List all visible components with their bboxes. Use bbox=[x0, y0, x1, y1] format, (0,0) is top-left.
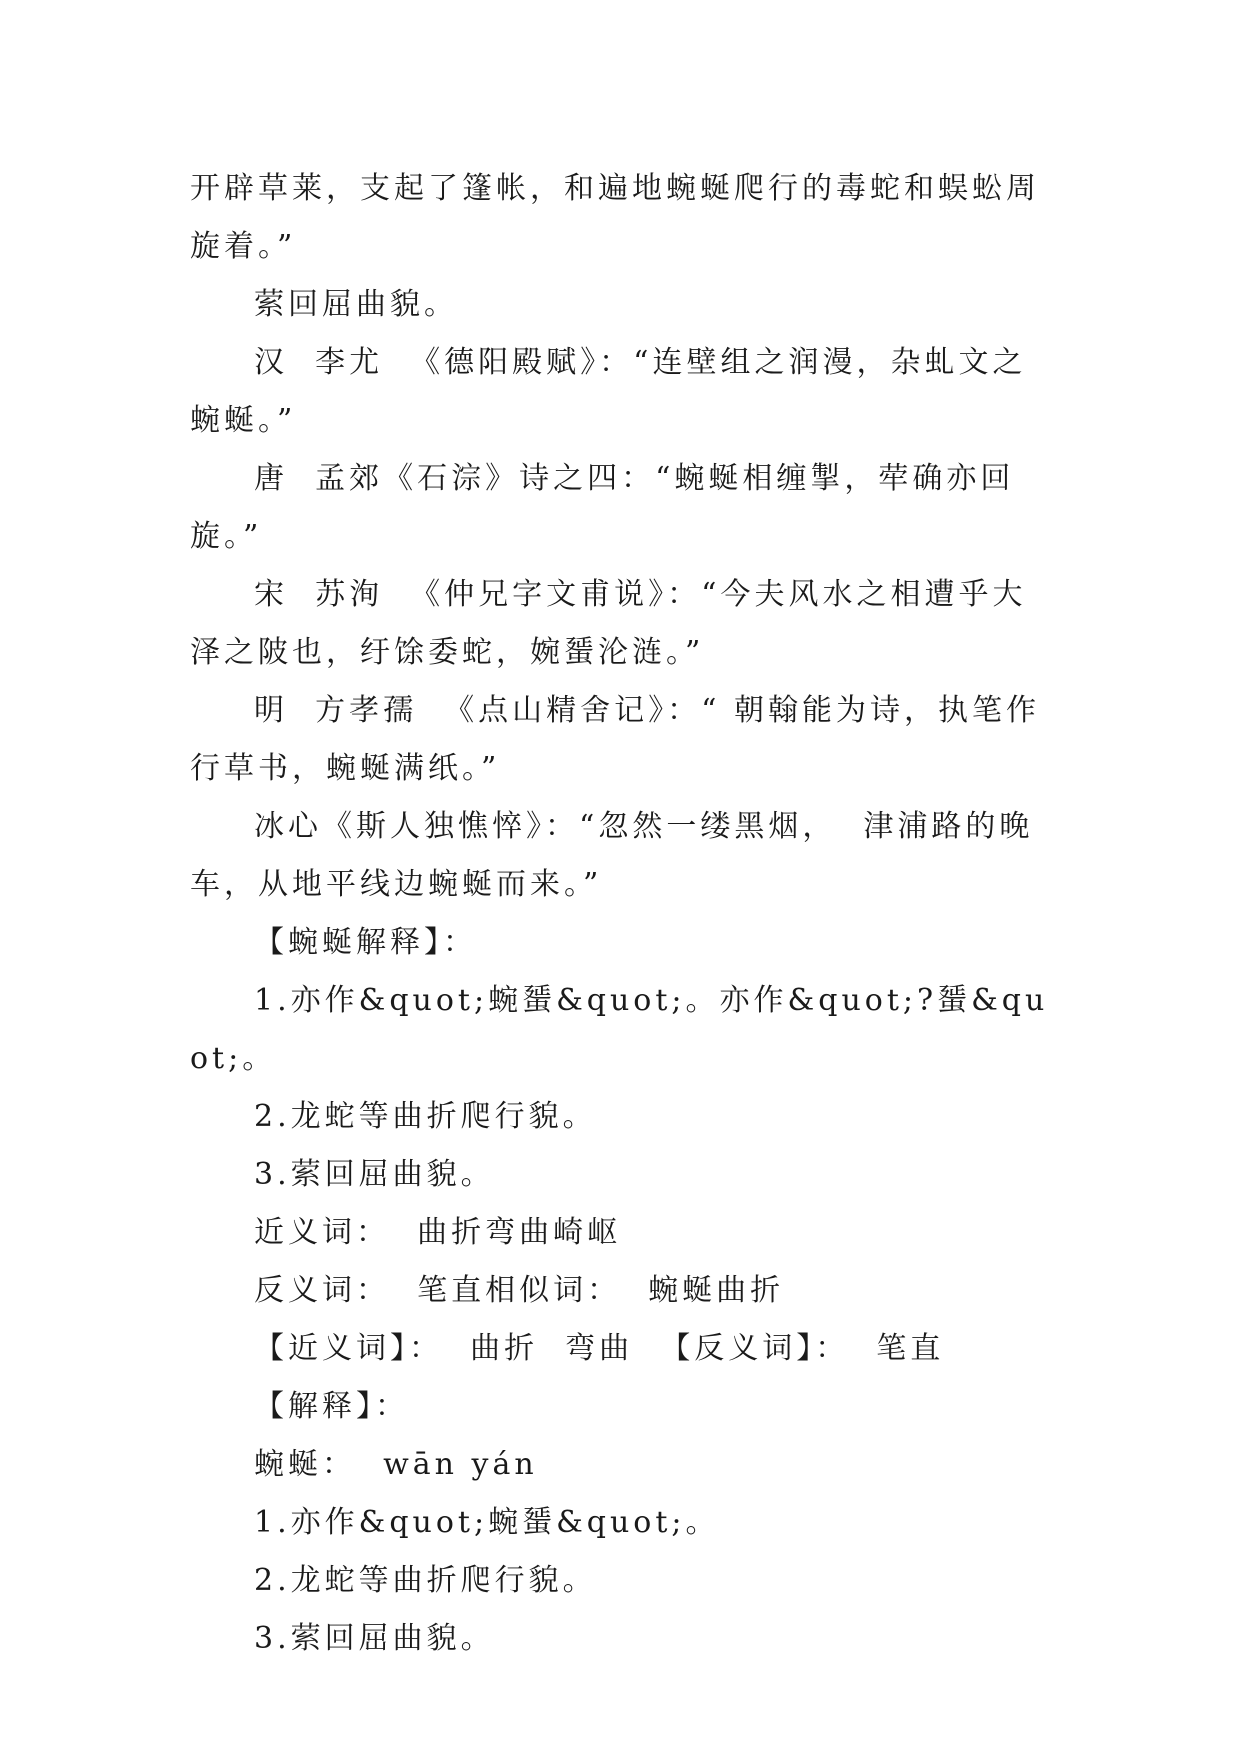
paragraph-12 bbox=[190, 1204, 1050, 1262]
document-body bbox=[190, 160, 1050, 1668]
paragraph-9 bbox=[190, 972, 1050, 1088]
paragraph-text: 近义词： 曲折弯曲崎岖 bbox=[254, 1215, 622, 1250]
paragraph-text: 【解释】： bbox=[254, 1389, 409, 1424]
paragraph-text: 2.龙蛇等曲折爬行貌。 bbox=[254, 1099, 597, 1134]
paragraph-text: 宋 苏洵 《仲兄字文甫说》：“今夫风水之相遭乎大泽之陂也，纡馀委蛇，婉蜑沦涟。” bbox=[190, 577, 1027, 670]
paragraph-1 bbox=[190, 160, 1050, 276]
paragraph-3 bbox=[190, 334, 1050, 450]
paragraph-text: 明 方孝孺 《点山精舍记》：“ 朝翰能为诗，执笔作行草书，蜿蜒满纸。” bbox=[190, 693, 1041, 786]
paragraph-text: 【蜿蜒解释】： bbox=[254, 925, 477, 960]
paragraph-17 bbox=[190, 1494, 1050, 1552]
paragraph-19 bbox=[190, 1610, 1050, 1668]
paragraph-text: 1.亦作&quot;蜿蜑&quot;。亦作&quot;?蜑&quot;。 bbox=[190, 983, 1049, 1076]
paragraph-text: 【近义词】： 曲折 弯曲 【反义词】： 笔直 bbox=[254, 1331, 945, 1366]
paragraph-8 bbox=[190, 914, 1050, 972]
paragraph-text: 3.萦回屈曲貌。 bbox=[254, 1157, 495, 1192]
paragraph-10 bbox=[190, 1088, 1050, 1146]
paragraph-13 bbox=[190, 1262, 1050, 1320]
paragraph-15 bbox=[190, 1378, 1050, 1436]
paragraph-text: 3.萦回屈曲貌。 bbox=[254, 1621, 495, 1656]
paragraph-14 bbox=[190, 1320, 1050, 1378]
paragraph-16 bbox=[190, 1436, 1050, 1494]
paragraph-text: 开辟草莱，支起了篷帐，和遍地蜿蜒爬行的毒蛇和蜈蚣周旋着。” bbox=[190, 171, 1040, 264]
paragraph-11 bbox=[190, 1146, 1050, 1204]
paragraph-text: 唐 孟郊《石淙》诗之四：“蜿蜒相缠掣，荦确亦回旋。” bbox=[190, 461, 1015, 554]
paragraph-7 bbox=[190, 798, 1050, 914]
paragraph-5 bbox=[190, 566, 1050, 682]
paragraph-text: 萦回屈曲貌。 bbox=[254, 287, 458, 322]
paragraph-18 bbox=[190, 1552, 1050, 1610]
paragraph-2 bbox=[190, 276, 1050, 334]
paragraph-6 bbox=[190, 682, 1050, 798]
paragraph-text: 1.亦作&quot;蜿蜑&quot;。 bbox=[254, 1505, 720, 1540]
paragraph-text: 冰心《斯人独憔悴》：“忽然一缕黑烟， 津浦路的晚车，从地平线边蜿蜒而来。” bbox=[190, 809, 1034, 902]
paragraph-4 bbox=[190, 450, 1050, 566]
paragraph-text: 汉 李尤 《德阳殿赋》：“连壁组之润漫，杂虬文之蜿蜒。” bbox=[190, 345, 1027, 438]
paragraph-text: 2.龙蛇等曲折爬行貌。 bbox=[254, 1563, 597, 1598]
paragraph-text: 蜿蜒： wān yán bbox=[254, 1447, 538, 1482]
paragraph-text: 反义词： 笔直相似词： 蜿蜒曲折 bbox=[254, 1273, 785, 1308]
